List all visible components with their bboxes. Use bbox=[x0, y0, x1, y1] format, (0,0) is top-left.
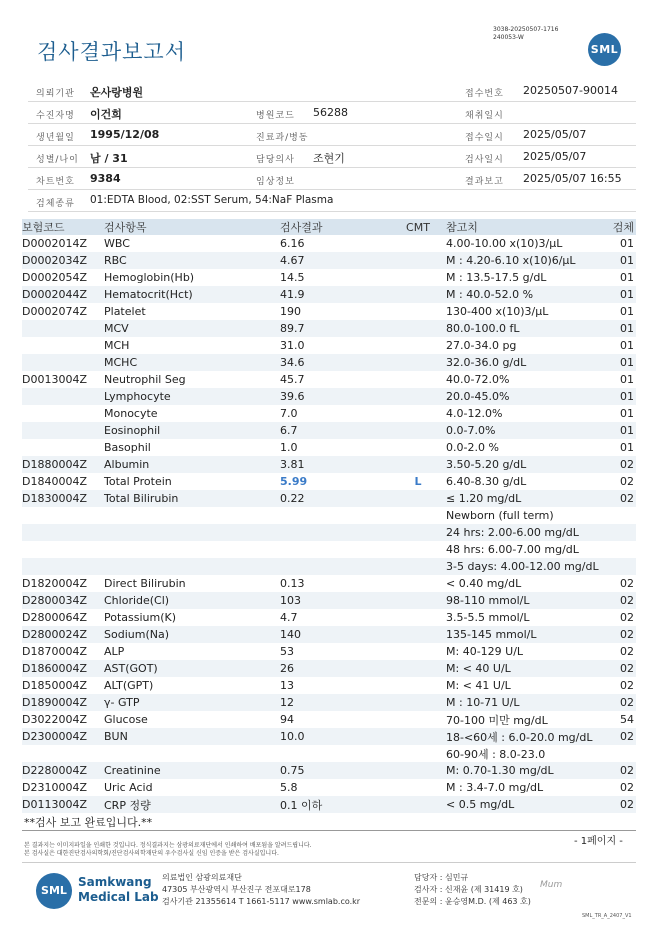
table-row bbox=[22, 592, 636, 609]
cell-flag bbox=[390, 626, 446, 643]
cell-result: 0.75 bbox=[280, 762, 390, 779]
cell-result: 1.0 bbox=[280, 441, 298, 454]
cell-code bbox=[22, 405, 104, 422]
results-header-row bbox=[22, 219, 636, 235]
cell-code: D1830004Z bbox=[22, 490, 104, 507]
test-date-value: 2025/05/07 bbox=[523, 150, 587, 163]
cell-spec: 02 bbox=[612, 456, 636, 473]
cell-spec: 02 bbox=[612, 728, 636, 745]
cell-flag bbox=[390, 524, 446, 541]
clinical-info-label: 임상정보 bbox=[256, 177, 295, 187]
cell-ref: < 0.40 mg/dL bbox=[446, 577, 522, 590]
cell-flag bbox=[390, 796, 446, 813]
table-row bbox=[22, 507, 636, 524]
cell-flag bbox=[390, 575, 446, 592]
cell-ref: M: < 40 U/L bbox=[446, 660, 612, 677]
cell-spec: 01 bbox=[620, 271, 634, 284]
cell-code: D1860004Z bbox=[22, 660, 104, 677]
cell-ref: 6.40-8.30 g/dL bbox=[446, 475, 527, 488]
cell-item: Total Protein bbox=[104, 475, 172, 488]
table-row bbox=[22, 796, 636, 813]
cell-result bbox=[280, 745, 390, 762]
cell-code: D1820004Z bbox=[22, 577, 87, 590]
cell-ref: 4.0-12.0% bbox=[446, 407, 503, 420]
cell-item bbox=[104, 558, 280, 575]
cell-spec: 01 bbox=[612, 354, 636, 371]
col-cmt-header: CMT bbox=[390, 219, 446, 235]
cell-result: 13 bbox=[280, 679, 294, 692]
cell-flag bbox=[390, 694, 446, 711]
cell-ref: Newborn (full term) bbox=[446, 509, 554, 522]
cell-flag bbox=[390, 711, 446, 728]
cell-result: 6.16 bbox=[280, 237, 305, 250]
cell-flag bbox=[390, 660, 446, 677]
cell-item: Chloride(Cl) bbox=[104, 592, 280, 609]
cell-code: D0013004Z bbox=[22, 373, 87, 386]
cell-code: D3022004Z bbox=[22, 713, 87, 726]
col-result-header: 검사결과 bbox=[280, 219, 390, 235]
cell-flag bbox=[390, 354, 446, 371]
institution-label: 의뢰기관 bbox=[36, 89, 75, 99]
divider bbox=[22, 830, 636, 831]
cell-ref: 130-400 x(10)3/μL bbox=[446, 305, 549, 318]
cell-result: 10.0 bbox=[280, 728, 390, 745]
cell-code: D1890004Z bbox=[22, 694, 104, 711]
cell-result: 103 bbox=[280, 592, 390, 609]
col-code-header: 보험코드 bbox=[22, 219, 104, 235]
cell-spec bbox=[612, 558, 636, 575]
cell-item: Lymphocyte bbox=[104, 388, 280, 405]
cell-item: MCHC bbox=[104, 354, 280, 371]
dob-label: 생년월일 bbox=[36, 133, 75, 143]
cell-flag bbox=[390, 558, 446, 575]
cell-ref: 60-90세 : 8.0-23.0 bbox=[446, 747, 546, 761]
cell-flag bbox=[390, 745, 446, 762]
cell-spec: 54 bbox=[620, 713, 634, 726]
cell-item: Basophil bbox=[104, 441, 151, 454]
cell-item: Direct Bilirubin bbox=[104, 577, 186, 590]
sml-logo: SML bbox=[588, 33, 621, 66]
table-row bbox=[22, 660, 636, 677]
cell-result: 3.81 bbox=[280, 456, 390, 473]
cell-result: 94 bbox=[280, 713, 294, 726]
col-item-header: 검사항목 bbox=[104, 219, 280, 235]
specimen-label: 검체종류 bbox=[36, 199, 75, 209]
cell-result bbox=[280, 558, 390, 575]
footer-divider bbox=[22, 862, 636, 863]
footer-logo: SML bbox=[36, 873, 72, 909]
document-code: 3038-20250507-1716 240053-W bbox=[493, 26, 559, 41]
cell-result bbox=[280, 507, 390, 524]
cell-item: Neutrophil Seg bbox=[104, 373, 186, 386]
receipt-date-value: 2025/05/07 bbox=[523, 128, 587, 141]
cell-ref: M : 4.20-6.10 x(10)6/μL bbox=[446, 252, 612, 269]
cell-result: 7.0 bbox=[280, 407, 298, 420]
cell-ref: 98-110 mmol/L bbox=[446, 592, 612, 609]
cell-result: 53 bbox=[280, 645, 294, 658]
table-row bbox=[22, 354, 636, 371]
notice-line-1: 본 결과지는 이미지파일을 인쇄한 것입니다. 정식결과지는 삼광의료재단에서 인쇄하여 배포됨을 알려드립니다. bbox=[24, 842, 312, 849]
table-row bbox=[22, 490, 636, 507]
cell-spec: 01 bbox=[620, 441, 634, 454]
cell-spec: 02 bbox=[612, 762, 636, 779]
cell-item: BUN bbox=[104, 728, 280, 745]
institution-value: 온사랑병원 bbox=[90, 86, 144, 99]
cell-result: 89.7 bbox=[280, 320, 390, 337]
cell-ref: 80.0-100.0 fL bbox=[446, 320, 612, 337]
cell-code: D2300004Z bbox=[22, 728, 104, 745]
cell-code bbox=[22, 354, 104, 371]
cell-ref: 70-100 미만 mg/dL bbox=[446, 713, 548, 727]
table-row bbox=[22, 677, 636, 694]
cell-spec: 02 bbox=[612, 626, 636, 643]
table-row bbox=[22, 575, 636, 592]
cell-flag bbox=[390, 337, 446, 354]
cell-item: Hematocrit(Hct) bbox=[104, 286, 280, 303]
cell-item bbox=[104, 524, 280, 541]
cell-flag bbox=[390, 592, 446, 609]
cell-item bbox=[104, 507, 280, 524]
chart-no-value: 9384 bbox=[90, 172, 121, 185]
cell-flag bbox=[390, 490, 446, 507]
cell-item: CRP 정량 bbox=[104, 796, 280, 813]
footer-specialist: 전문의 : 윤승영M.D. (제 463 호) bbox=[414, 897, 531, 906]
cell-result: 4.67 bbox=[280, 252, 390, 269]
cell-flag bbox=[390, 677, 446, 694]
cell-spec: 01 bbox=[612, 388, 636, 405]
cell-ref: 40.0-72.0% bbox=[446, 373, 510, 386]
cell-item: Uric Acid bbox=[104, 781, 153, 794]
cell-ref: ≤ 1.20 mg/dL bbox=[446, 490, 612, 507]
cell-ref: 32.0-36.0 g/dL bbox=[446, 354, 612, 371]
table-row bbox=[22, 728, 636, 745]
cell-item: MCH bbox=[104, 339, 130, 352]
cell-result: 31.0 bbox=[280, 339, 305, 352]
cell-item: Eosinophil bbox=[104, 422, 280, 439]
receipt-date-label: 접수일시 bbox=[465, 133, 504, 143]
cell-flag bbox=[390, 507, 446, 524]
cell-ref: 3.50-5.20 g/dL bbox=[446, 456, 612, 473]
cell-result: 34.6 bbox=[280, 354, 390, 371]
cell-spec: 02 bbox=[612, 660, 636, 677]
specimen-value: 01:EDTA Blood, 02:SST Serum, 54:NaF Plasma bbox=[90, 194, 334, 206]
cell-code: D1850004Z bbox=[22, 679, 87, 692]
cell-spec: 02 bbox=[620, 577, 634, 590]
cell-spec: 01 bbox=[620, 373, 634, 386]
footer-examiner: 검사자 : 신재윤 (제 31419 호) bbox=[414, 885, 523, 894]
chart-no-label: 차트번호 bbox=[36, 177, 75, 187]
cell-spec bbox=[612, 524, 636, 541]
table-row bbox=[22, 541, 636, 558]
cell-ref: 0.0-2.0 % bbox=[446, 441, 499, 454]
cell-ref: 135-145 mmol/L bbox=[446, 626, 612, 643]
examinee-label: 수진자명 bbox=[36, 111, 75, 121]
cell-flag bbox=[390, 762, 446, 779]
cell-code: D1870004Z bbox=[22, 645, 87, 658]
cell-code: D0002044Z bbox=[22, 286, 104, 303]
notice-line-2: 본 검사실은 대한진단검사의학회/진단검사의학재단의 우수검사실 신임 인증을 받은 검사실입니다. bbox=[24, 850, 279, 857]
cell-ref: M : 40.0-52.0 % bbox=[446, 286, 612, 303]
cell-spec: 01 bbox=[612, 252, 636, 269]
cell-spec: 01 bbox=[612, 422, 636, 439]
test-date-label: 검사일시 bbox=[465, 155, 504, 165]
cell-spec: 01 bbox=[612, 320, 636, 337]
cell-flag bbox=[390, 439, 446, 456]
dob-value: 1995/12/08 bbox=[90, 128, 160, 141]
table-row bbox=[22, 609, 636, 626]
sex-age-label: 성별/나이 bbox=[36, 155, 79, 165]
cell-flag: L bbox=[414, 475, 422, 488]
cell-ref: M: 0.70-1.30 mg/dL bbox=[446, 762, 612, 779]
cell-code bbox=[22, 558, 104, 575]
table-row bbox=[22, 524, 636, 541]
cell-code bbox=[22, 541, 104, 558]
cell-result: 190 bbox=[280, 305, 301, 318]
dept-label: 진료과/병동 bbox=[256, 133, 309, 143]
cell-result: 0.13 bbox=[280, 577, 305, 590]
cell-code: D2800034Z bbox=[22, 592, 104, 609]
table-row bbox=[22, 711, 636, 728]
cell-item: WBC bbox=[104, 237, 130, 250]
cell-flag bbox=[390, 405, 446, 422]
cell-flag bbox=[390, 541, 446, 558]
cell-spec: 02 bbox=[620, 679, 634, 692]
cell-result: 5.99 bbox=[280, 475, 308, 488]
cell-result: 14.5 bbox=[280, 271, 305, 284]
cell-result: 0.1 이하 bbox=[280, 796, 390, 813]
doctor-value: 조현기 bbox=[313, 152, 345, 165]
table-row bbox=[22, 388, 636, 405]
cell-ref: 48 hrs: 6.00-7.00 mg/dL bbox=[446, 543, 579, 556]
cell-result: 39.6 bbox=[280, 388, 390, 405]
examinee-value: 이건희 bbox=[90, 108, 122, 121]
cell-item: γ- GTP bbox=[104, 694, 280, 711]
table-row bbox=[22, 252, 636, 269]
cell-ref: 3-5 days: 4.00-12.00 mg/dL bbox=[446, 558, 612, 575]
cell-ref: M: 40-129 U/L bbox=[446, 645, 524, 658]
cell-code bbox=[22, 745, 104, 762]
footer-org: 의료법인 삼광의료재단 bbox=[162, 873, 242, 882]
cell-spec: 01 bbox=[620, 339, 634, 352]
cell-code: D1880004Z bbox=[22, 456, 104, 473]
cell-code bbox=[22, 507, 104, 524]
report-date-label: 결과보고 bbox=[465, 177, 504, 187]
cell-item: Platelet bbox=[104, 305, 146, 318]
cell-spec: 01 bbox=[612, 286, 636, 303]
cell-code bbox=[22, 439, 104, 456]
form-code: SML_TR_A_2407_V1 bbox=[582, 913, 632, 919]
table-row bbox=[22, 320, 636, 337]
table-row bbox=[22, 422, 636, 439]
page-number: - 1페이지 - bbox=[574, 836, 623, 847]
cell-ref: 3.5-5.5 mmol/L bbox=[446, 611, 530, 624]
cell-ref: < 0.5 mg/dL bbox=[446, 796, 612, 813]
cell-ref: 4.00-10.00 x(10)3/μL bbox=[446, 237, 563, 250]
cell-ref: M : 13.5-17.5 g/dL bbox=[446, 271, 547, 284]
cell-result: 26 bbox=[280, 660, 390, 677]
cell-ref: 27.0-34.0 pg bbox=[446, 339, 517, 352]
cell-item: Sodium(Na) bbox=[104, 626, 280, 643]
cell-result: 41.9 bbox=[280, 286, 390, 303]
cell-item: RBC bbox=[104, 252, 280, 269]
doctor-label: 담당의사 bbox=[256, 155, 295, 165]
cell-item: Creatinine bbox=[104, 762, 280, 779]
cell-flag bbox=[390, 286, 446, 303]
footer-manager: 담당자 : 심민규 bbox=[414, 873, 469, 882]
hospital-code-value: 56288 bbox=[313, 106, 348, 119]
table-row bbox=[22, 456, 636, 473]
cell-result: 45.7 bbox=[280, 373, 305, 386]
cell-result: 4.7 bbox=[280, 611, 298, 624]
cell-item bbox=[104, 745, 280, 762]
table-row bbox=[22, 762, 636, 779]
cell-ref: 20.0-45.0% bbox=[446, 388, 612, 405]
cell-code: D2800064Z bbox=[22, 611, 87, 624]
receipt-no-value: 20250507-90014 bbox=[523, 84, 618, 97]
cell-flag bbox=[390, 269, 446, 286]
cell-ref: M : 3.4-7.0 mg/dL bbox=[446, 781, 544, 794]
cell-spec: 02 bbox=[620, 611, 634, 624]
cell-code bbox=[22, 524, 104, 541]
cell-item: Monocyte bbox=[104, 407, 158, 420]
sex-age-value: 남 / 31 bbox=[90, 152, 128, 165]
cell-result bbox=[280, 524, 390, 541]
cell-item: AST(GOT) bbox=[104, 660, 280, 677]
table-row bbox=[22, 643, 636, 660]
cell-spec bbox=[612, 745, 636, 762]
cell-spec: 02 bbox=[620, 645, 634, 658]
completion-message: **검사 보고 완료입니다.** bbox=[24, 816, 153, 829]
cell-code: D0002054Z bbox=[22, 271, 87, 284]
table-row bbox=[22, 269, 636, 286]
cell-item: Potassium(K) bbox=[104, 611, 177, 624]
table-row bbox=[22, 286, 636, 303]
cell-item: Albumin bbox=[104, 456, 280, 473]
cell-flag bbox=[390, 320, 446, 337]
hospital-code-label: 병원코드 bbox=[256, 111, 295, 121]
table-row bbox=[22, 626, 636, 643]
cell-ref: M : 10-71 U/L bbox=[446, 694, 612, 711]
cell-flag bbox=[390, 235, 446, 252]
cell-flag bbox=[390, 779, 446, 796]
cell-flag bbox=[390, 371, 446, 388]
report-date-value: 2025/05/07 16:55 bbox=[523, 172, 622, 185]
cell-ref: 18-<60세 : 6.0-20.0 mg/dL bbox=[446, 728, 612, 745]
cell-code bbox=[22, 337, 104, 354]
table-row bbox=[22, 779, 636, 796]
cell-ref: 0.0-7.0% bbox=[446, 422, 612, 439]
page-title: 검사결과보고서 bbox=[37, 40, 187, 64]
cell-spec: 02 bbox=[612, 694, 636, 711]
cell-item: Total Bilirubin bbox=[104, 490, 280, 507]
cell-flag bbox=[390, 609, 446, 626]
cell-result: 0.22 bbox=[280, 490, 390, 507]
cell-flag bbox=[390, 252, 446, 269]
cell-item bbox=[104, 541, 280, 558]
cell-item: ALT(GPT) bbox=[104, 679, 154, 692]
cell-spec: 01 bbox=[620, 237, 634, 250]
cell-code: D2280004Z bbox=[22, 762, 104, 779]
cell-spec: 01 bbox=[620, 407, 634, 420]
table-row bbox=[22, 405, 636, 422]
cell-flag bbox=[390, 456, 446, 473]
cell-item: Hemoglobin(Hb) bbox=[104, 271, 195, 284]
table-row bbox=[22, 235, 636, 252]
cell-code bbox=[22, 388, 104, 405]
cell-result: 6.7 bbox=[280, 422, 390, 439]
cell-flag bbox=[390, 303, 446, 320]
cell-result: 12 bbox=[280, 694, 390, 711]
cell-spec: 02 bbox=[620, 781, 634, 794]
table-row bbox=[22, 439, 636, 456]
cell-spec: 02 bbox=[612, 592, 636, 609]
cell-flag bbox=[390, 728, 446, 745]
cell-item: MCV bbox=[104, 320, 280, 337]
table-row bbox=[22, 558, 636, 575]
patient-info bbox=[28, 80, 636, 212]
table-row bbox=[22, 337, 636, 354]
table-row bbox=[22, 371, 636, 388]
cell-result: 140 bbox=[280, 626, 390, 643]
cell-spec bbox=[612, 507, 636, 524]
cell-code: D2310004Z bbox=[22, 781, 87, 794]
cell-flag bbox=[390, 643, 446, 660]
cell-item: Glucose bbox=[104, 713, 148, 726]
results-table bbox=[22, 219, 636, 813]
col-ref-header: 참고치 bbox=[446, 219, 612, 235]
cell-code: D2800024Z bbox=[22, 626, 104, 643]
cell-result: 5.8 bbox=[280, 781, 298, 794]
cell-code: D0113004Z bbox=[22, 796, 104, 813]
table-row bbox=[22, 694, 636, 711]
table-row bbox=[22, 303, 636, 320]
cell-spec: 02 bbox=[612, 796, 636, 813]
footer-address: 47305 부산광역시 부산진구 전포대로178 bbox=[162, 885, 311, 894]
cell-result bbox=[280, 541, 390, 558]
cell-spec: 02 bbox=[620, 475, 634, 488]
cell-spec: 02 bbox=[612, 490, 636, 507]
cell-code: D1840004Z bbox=[22, 475, 87, 488]
results-body bbox=[22, 235, 636, 813]
cell-code: D0002034Z bbox=[22, 252, 104, 269]
cell-code bbox=[22, 320, 104, 337]
cell-code: D0002074Z bbox=[22, 305, 87, 318]
receipt-no-label: 접수번호 bbox=[465, 89, 504, 99]
footer-contact: 검사기관 21355614 T 1661-5117 www.smlab.co.kr bbox=[162, 897, 361, 906]
table-row bbox=[22, 745, 636, 762]
cell-ref: 24 hrs: 2.00-6.00 mg/dL bbox=[446, 524, 612, 541]
table-row bbox=[22, 473, 636, 490]
cell-code: D0002014Z bbox=[22, 237, 87, 250]
cell-ref: M: < 41 U/L bbox=[446, 679, 511, 692]
cell-flag bbox=[390, 422, 446, 439]
cell-flag bbox=[390, 388, 446, 405]
cell-code bbox=[22, 422, 104, 439]
cell-spec bbox=[612, 541, 636, 558]
collection-date-label: 채취일시 bbox=[465, 111, 504, 121]
footer-brand: Samkwang Medical Lab bbox=[78, 875, 159, 904]
signature: Mum bbox=[540, 880, 563, 890]
cell-spec: 01 bbox=[620, 305, 634, 318]
col-spec-header: 검체 bbox=[612, 221, 634, 234]
cell-item: ALP bbox=[104, 645, 125, 658]
